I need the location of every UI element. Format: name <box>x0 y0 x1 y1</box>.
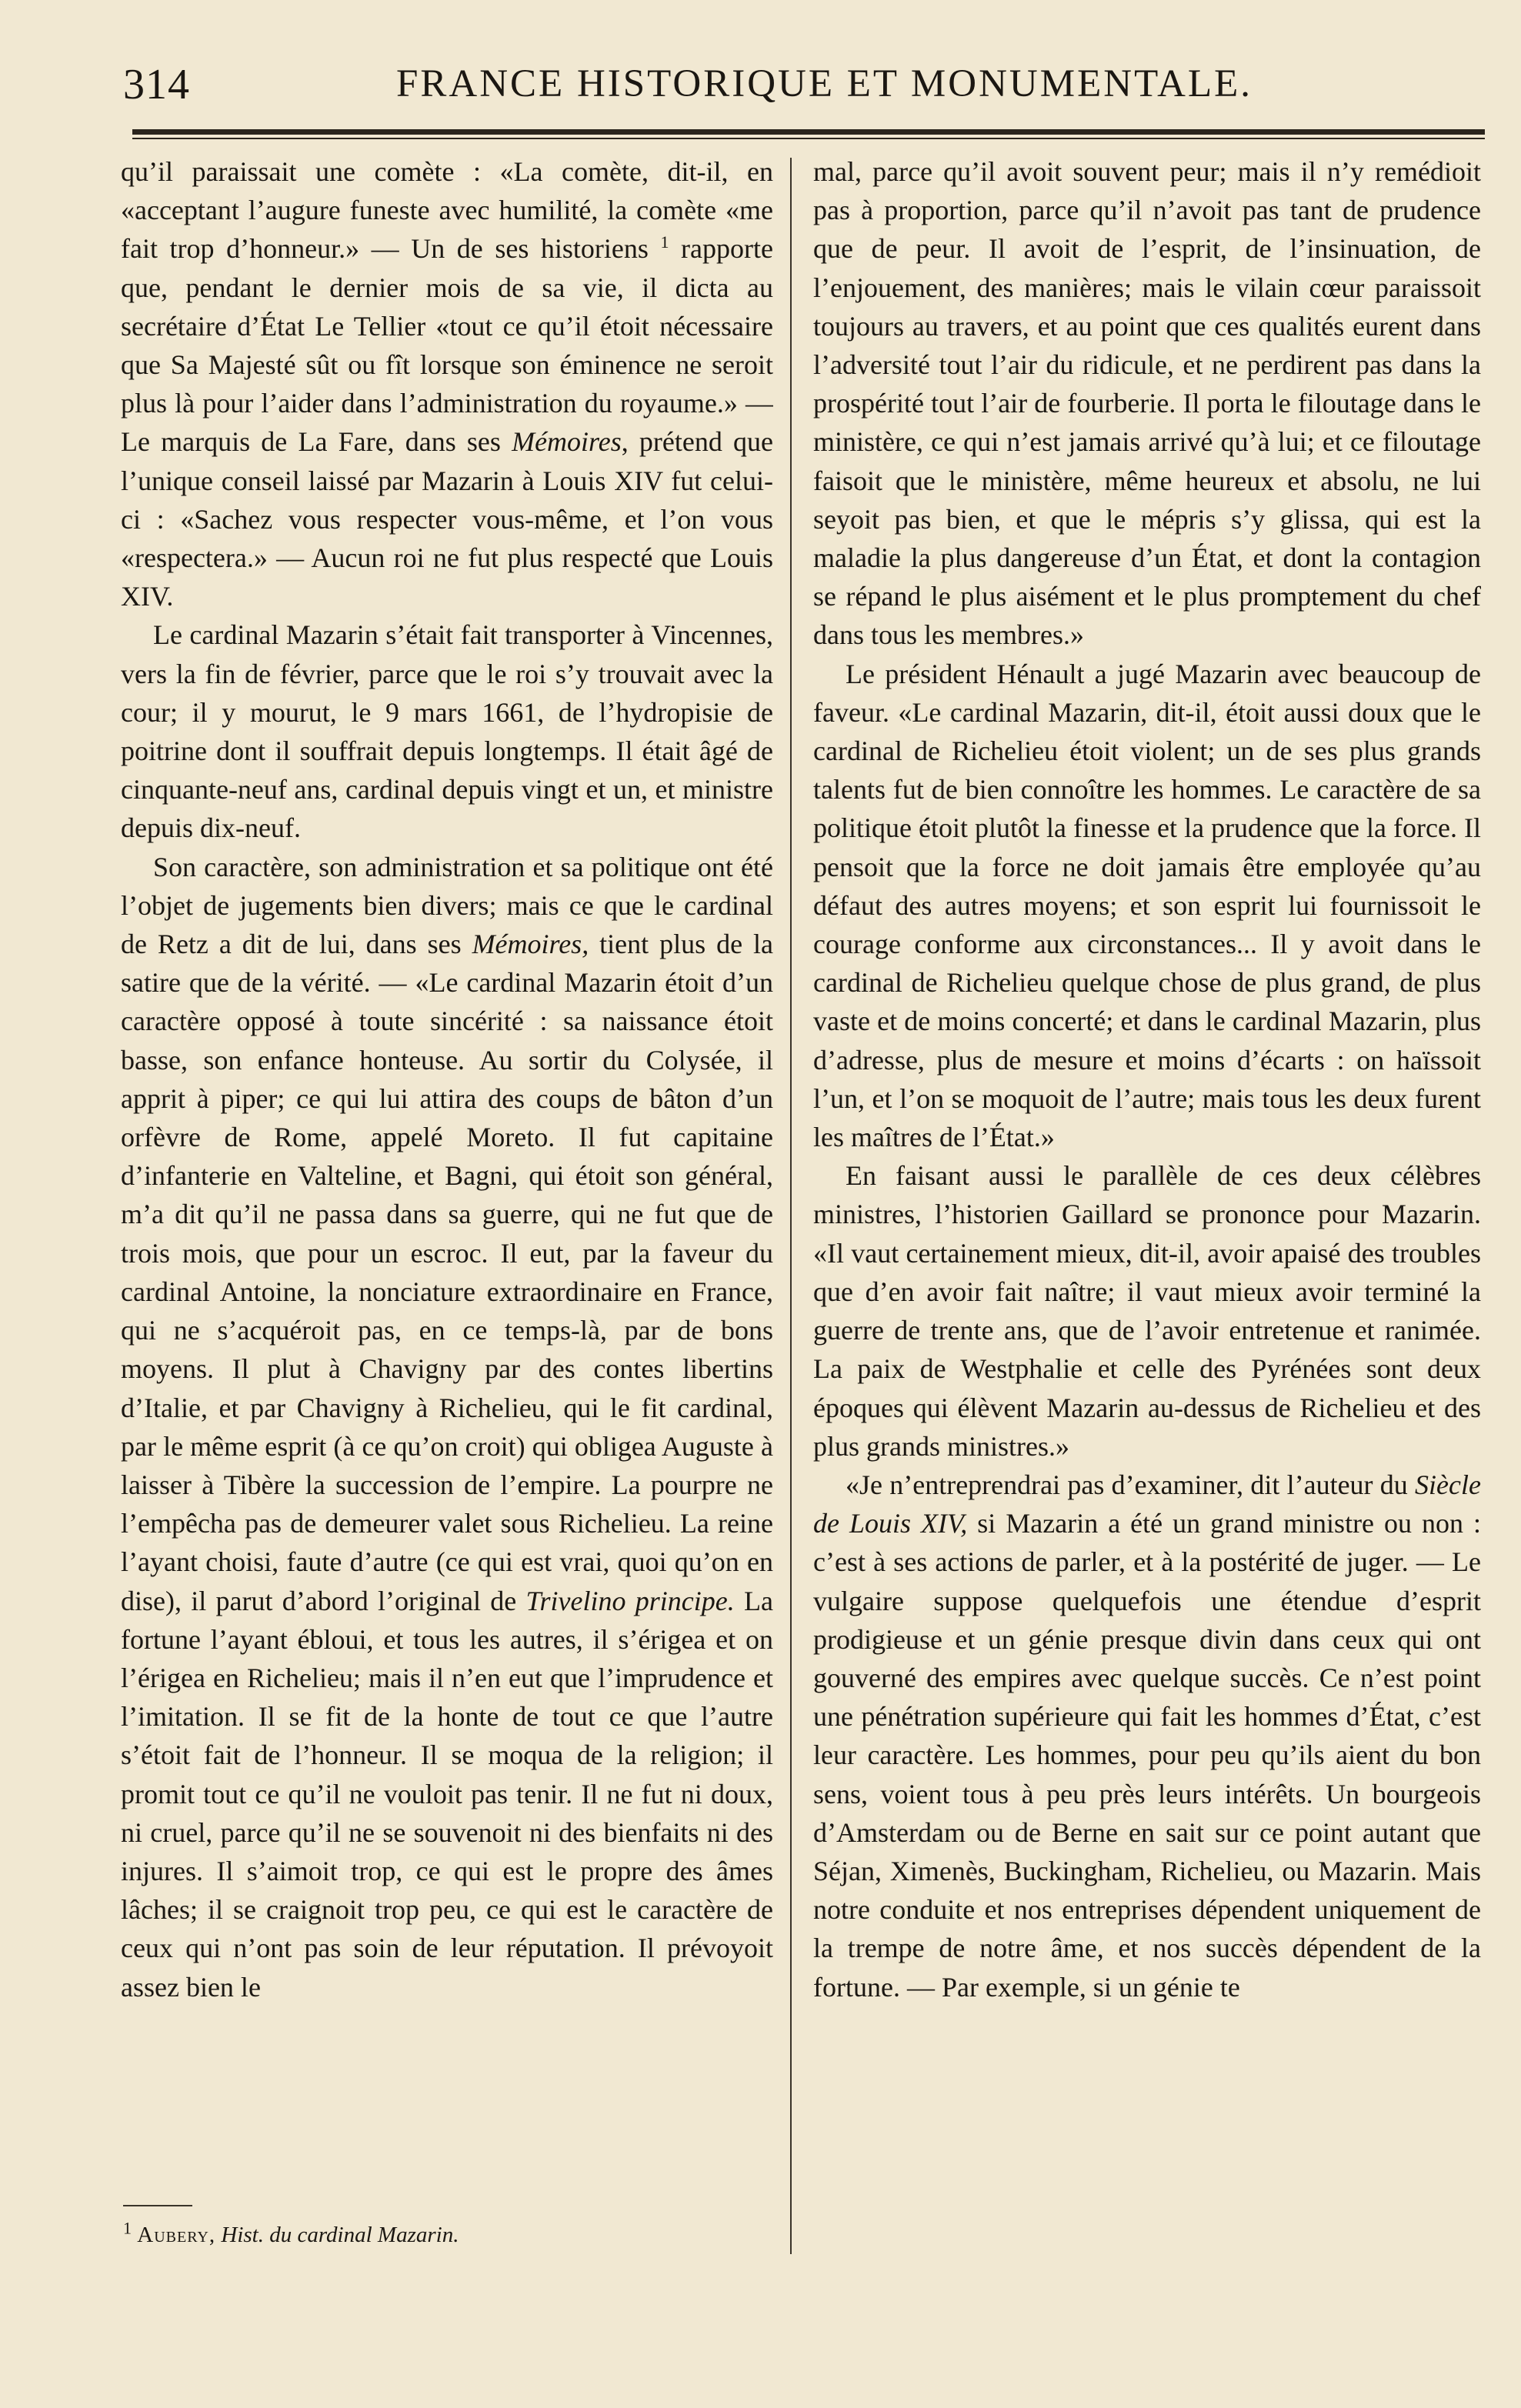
text-segment: Le cardinal Mazarin s’était fait transporter à Vincennes, vers la fin de février, parce que le roi s’y trouvait avec la cour; il y mourut, le 9 mars 1661, de l’hydropisie de poitrine dont il souffrait depuis longtemps. Il était âgé de cinquante-neuf ans, cardinal depuis vingt et un, et ministre depuis dix-neuf. <box>121 619 773 844</box>
footnote-marker: 1 <box>123 2218 132 2238</box>
italic-title: Siècle de Louis XIV, <box>813 1469 1481 1539</box>
text-segment: mal, parce qu’il avoit souvent peur; mais il n’y remédioit pas à proportion, parce qu’il n’avoit pas tant de prudence que de peur. Il avoit de l’esprit, de l’insinuation, de l’enjouement, des manières; mais le vilain cœur paraissoit toujours au travers, et au point que ces qualités eurent dans l’adversité tout l’air du ridicule, et ne perdirent pas dans la prospérité tout l’air de fourberie. Il porta le filoutage dans le ministère, ce qui n’est jamais arrivé qu’à lui; et ce filoutage faisoit que le ministère, même heureux et absolu, ne lui seyoit pas bien, et que le mépris s’y glissa, qui est la maladie la plus dangereuse d’un État, et dont la contagion se répand le plus aisément et le plus promptement du chef dans tous les membres.» <box>813 156 1481 651</box>
footnote-reference: 1 <box>660 232 669 252</box>
footnote-author: Aubery, <box>137 2223 216 2247</box>
italic-title: Mémoires, <box>472 929 589 960</box>
header-rule-thin <box>132 138 1485 139</box>
paragraph-p6 <box>813 1156 1481 1466</box>
column-divider <box>790 158 792 2254</box>
running-title: FRANCE HISTORIQUE ET MONUMENTALE. <box>396 62 1253 105</box>
footnote-title: Hist. du cardinal Mazarin. <box>221 2223 459 2247</box>
paragraph-p3 <box>121 848 773 2006</box>
paragraph-p4 <box>813 152 1481 655</box>
paragraph-p5 <box>813 655 1481 1157</box>
italic-title: Mémoires <box>512 426 622 458</box>
text-segment: Son caractère, son administration et sa politique ont été l’objet de jugements bien divers; mais ce que le cardinal de Retz a dit de lui, dans ses <box>121 851 773 960</box>
left-column <box>121 152 773 2245</box>
text-segment: Le président Hénault a jugé Mazarin avec beaucoup de faveur. «Le cardinal Mazarin, dit-il, étoit aussi doux que le cardinal de Richelieu étoit violent; un de ses plus grands talents fut de bien connoître les hommes. Le caractère de sa politique étoit plutôt la finesse et la prudence que la force. Il pensoit que la force ne doit jamais être employée qu’au défaut des autres moyens; et son esprit lui fournissoit le courage conforme aux circonstances... Il y avoit dans le cardinal de Richelieu quelque chose de plus grand, de plus vaste et de moins concerté; et dans le cardinal Mazarin, plus d’adresse, plus de mesure et moins d’écarts : on haïssoit l’un, et l’on se moquoit de l’autre; mais tous les deux furent les maîtres de l’État.» <box>813 658 1481 1153</box>
text-segment: qu’il paraissait une comète : «La comète, dit-il, en «acceptant l’augure funeste avec humilité, la comète «me fait trop d’honneur.» — Un de ses historiens <box>121 156 773 265</box>
page-number: 314 <box>123 61 190 108</box>
footnote-rule <box>123 2205 192 2206</box>
italic-title: Trivelino principe. <box>525 1585 735 1616</box>
header-rule-thick <box>132 129 1485 135</box>
text-segment: si Mazarin a été un grand ministre ou non : c’est à ses actions de parler, et à la postérité de juger. — Le vulgaire suppose quelquefois une étendue d’esprit prodigieuse et un génie presque divin dans ceux qui ont gouverné des empires avec quelque succès. Ce n’est point une pénétration supérieure qui fait les hommes d’État, c’est leur caractère. Les hommes, pour peu qu’ils aient du bon sens, voient tous à peu près leurs intérêts. Un bourgeois d’Amsterdam ou de Berne en sait sur ce point autant que Séjan, Ximenès, Buckingham, Richelieu, ou Mazarin. Mais notre conduite et nos entreprises dépendent uniquement de la trempe de notre âme, et nos succès dépendent de la fortune. — Par exemple, si un génie te <box>813 1508 1481 2003</box>
text-segment: «Je n’entreprendrai pas d’examiner, dit l’auteur du <box>846 1469 1416 1500</box>
right-column <box>813 152 1481 2245</box>
text-segment: En faisant aussi le parallèle de ces deux célèbres ministres, l’historien Gaillard se prononce pour Mazarin. «Il vaut certainement mieux, dit-il, avoir apaisé des troubles que d’en avoir fait naître; il vaut mieux avoir terminé la guerre de trente ans, que de l’avoir entretenue et ranimée. La paix de Westphalie et celle des Pyrénées sont deux époques qui élèvent Mazarin au-dessus de Richelieu et des plus grands ministres.» <box>813 1160 1481 1462</box>
text-segment: , prétend que l’unique conseil laissé par Mazarin à Louis XIV fut celui-ci : «Sachez vous respecter vous-même, et l’on vous «respectera.» — Aucun roi ne fut plus respecté que Louis XIV. <box>121 426 773 612</box>
paragraph-p7 <box>813 1466 1481 2006</box>
footnote <box>123 2220 769 2250</box>
paragraph-p2 <box>121 615 773 847</box>
text-segment: La fortune l’ayant ébloui, et tous les autres, il s’érigea et on l’érigea en Richelieu; mais il n’en eut que l’imprudence et l’imitation. Il se fit de la honte de tout ce que l’autre s’étoit fait de l’honneur. Il se moqua de la religion; il promit tout ce qu’il ne vouloit pas tenir. Il ne fut ni doux, ni cruel, parce qu’il ne se souvenoit ni des bienfaits ni des injures. Il s’aimoit trop, ce qui est le propre des âmes lâches; il se craignoit trop peu, ce qui est le caractère de ceux qui n’ont pas soin de leur réputation. Il prévoyoit assez bien le <box>121 1585 773 2003</box>
running-header <box>123 60 1485 114</box>
paragraph-p1 <box>121 152 773 615</box>
text-segment: tient plus de la satire que de la vérité. — «Le cardinal Mazarin étoit d’un caractère opposé à toute sincérité : sa naissance étoit basse, son enfance honteuse. Au sortir du Colysée, il apprit à piper; ce qui lui attira des coups de bâton d’un orfèvre de Rome, appelé Moreto. Il fut capitaine d’infanterie en Valteline, et Bagni, qui étoit son général, m’a dit qu’il ne passa dans sa guerre, qui ne fut que de trois mois, que pour un escroc. Il eut, par la faveur du cardinal Antoine, la nonciature extraordinaire en France, qui ne s’acquéroit pas, en ce temps-là, par de bons moyens. Il plut à Chavigny par des contes libertins d’Italie, et par Chavigny à Richelieu, qui le fit cardinal, par le même esprit (à ce qu’on croit) qui obligea Auguste à laisser à Tibère la succession de l’empire. La pourpre ne l’empêcha pas de demeurer valet sous Richelieu. La reine l’ayant choisi, faute d’autre (ce qui est vrai, quoi qu’on en dise), il parut d’abord l’original de <box>121 929 773 1616</box>
text-segment: rapporte que, pendant le dernier mois de sa vie, il dicta au secrétaire d’État Le Tellier «tout ce qu’il étoit nécessaire que Sa Majesté sût ou fît lorsque son éminence ne seroit plus là pour l’aider dans l’administration du royaume.» — Le marquis de La Fare, dans ses <box>121 233 773 458</box>
